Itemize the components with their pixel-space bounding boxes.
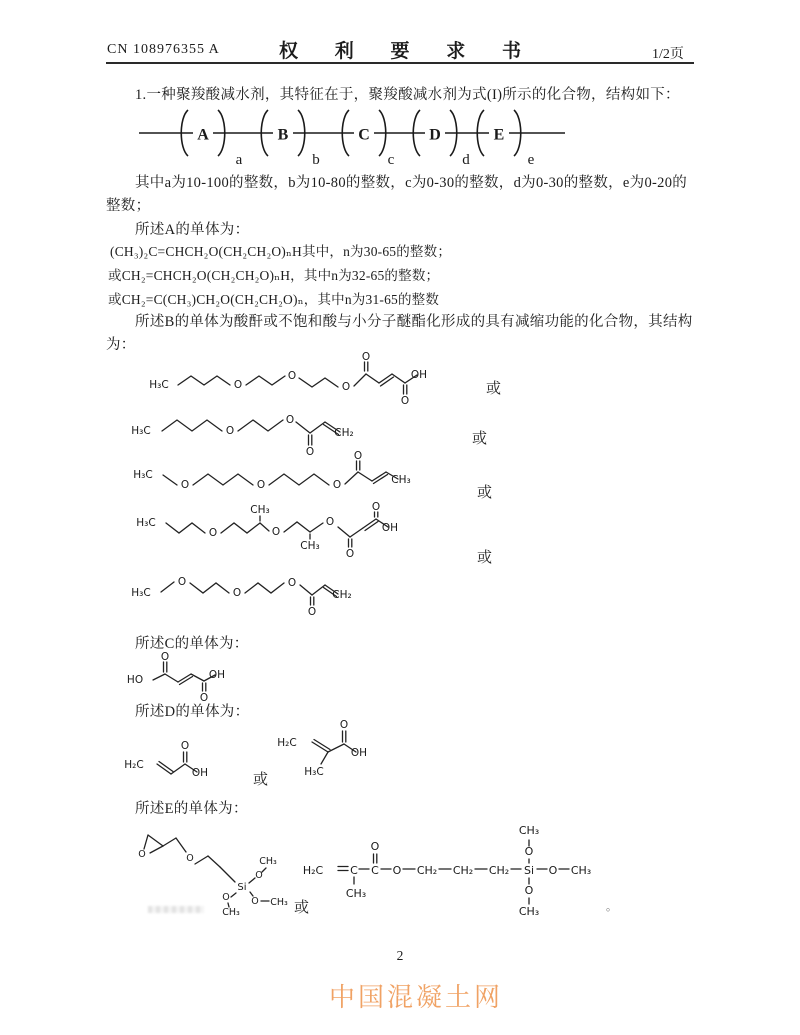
atom: Si xyxy=(523,864,535,877)
svg-text:E: E xyxy=(493,126,505,144)
atom: CH₃ xyxy=(518,905,540,918)
bonds xyxy=(144,835,269,907)
atom: O xyxy=(180,740,190,752)
atom: O xyxy=(524,845,534,858)
atom: C xyxy=(371,864,379,877)
atom: CH₂ xyxy=(488,864,510,877)
or-separator: 或 xyxy=(253,772,269,788)
atom: O xyxy=(208,527,218,539)
chem-structure-d2 xyxy=(277,716,411,782)
atom: O xyxy=(180,479,190,491)
atom: O xyxy=(307,606,317,618)
atom: O xyxy=(305,446,315,458)
atom: CH₃ xyxy=(300,540,320,552)
atom: CH₃ xyxy=(570,864,592,877)
atom: O xyxy=(222,892,230,903)
atom: OH xyxy=(208,669,226,681)
atom: CH₃ xyxy=(270,897,288,908)
polymer-backbone-formula xyxy=(133,102,573,172)
page-title: 权 利 要 求 书 xyxy=(278,41,537,62)
monomer-d-heading: 所述D的单体为： xyxy=(135,704,250,720)
svg-text:B: B xyxy=(277,126,289,144)
page-indicator: 1/2页 xyxy=(652,47,684,62)
atom: H₂C xyxy=(277,737,297,749)
atom: O xyxy=(392,864,402,877)
atom: O xyxy=(285,414,295,426)
atom: O xyxy=(199,692,209,704)
atom: O xyxy=(271,526,281,538)
monomer-c-heading: 所述C的单体为： xyxy=(135,636,249,652)
monomer-e-heading: 所述E的单体为： xyxy=(135,801,248,817)
trailing-period-mark: 。 xyxy=(606,901,617,913)
atom: CH₃ xyxy=(250,504,270,516)
atom: O xyxy=(256,479,266,491)
svg-text:d: d xyxy=(462,152,470,168)
backbone-unit-A xyxy=(181,110,242,168)
chem-structure-b3 xyxy=(133,450,447,500)
atom: H₃C xyxy=(149,379,169,391)
header-rule xyxy=(106,62,694,64)
atom: O xyxy=(138,849,146,860)
or-separator: 或 xyxy=(472,431,488,447)
atom: CH₃ xyxy=(259,856,277,867)
atom: O xyxy=(160,651,170,663)
atom: O xyxy=(177,576,187,588)
bonds xyxy=(178,362,417,394)
backbone-unit-B xyxy=(261,110,320,168)
svg-text:e: e xyxy=(527,152,535,168)
bonds xyxy=(161,582,338,605)
bonds xyxy=(163,461,398,485)
svg-text:c: c xyxy=(387,152,395,168)
monomer-b-heading: 所述B的单体为酸酐或不饱和酸与小分子醚酯化形成的具有减缩功能的化合物，其结构为： xyxy=(106,314,693,353)
or-separator: 或 xyxy=(477,550,493,566)
atom: H₃C xyxy=(304,766,324,778)
bonds xyxy=(162,420,340,445)
atom: O xyxy=(361,351,371,363)
or-separator: 或 xyxy=(294,900,310,916)
atom: O xyxy=(287,370,297,382)
atom: CH₂ xyxy=(452,864,474,877)
atom: OH xyxy=(350,747,368,759)
atom: O xyxy=(233,379,243,391)
atom: CH₃ xyxy=(222,907,240,918)
atom: H₃C xyxy=(131,425,151,437)
svg-text:b: b xyxy=(312,152,320,168)
atom: O xyxy=(548,864,558,877)
monomer-a-heading: 所述A的单体为： xyxy=(135,222,250,238)
bonds xyxy=(312,731,356,764)
atom: C xyxy=(350,864,358,877)
or-separator: 或 xyxy=(486,381,502,397)
chem-structure-e2 xyxy=(302,818,618,920)
svg-text:D: D xyxy=(429,126,441,144)
atom: OH xyxy=(410,369,428,381)
backbone-unit-E xyxy=(477,110,534,168)
atom: OH xyxy=(381,522,399,534)
monomer-a-formula-1: (CH₃)₂C=CHCH₂O(CH₂CH₂O)ₙH其中，n为30-65的整数； xyxy=(110,244,452,259)
atom: Si xyxy=(237,882,247,893)
watermark-china-concrete-net: 中国混凝土网 xyxy=(329,983,504,1013)
svg-text:A: A xyxy=(197,126,209,144)
atom: CH₃ xyxy=(345,887,367,900)
atom: O xyxy=(345,548,355,560)
scan-smudge xyxy=(148,906,204,913)
atom: O xyxy=(341,381,351,393)
atom: O xyxy=(371,501,381,513)
atom: O xyxy=(339,719,349,731)
atom: CH₂ xyxy=(416,864,438,877)
atom: HO xyxy=(126,674,144,686)
atom: O xyxy=(353,450,363,462)
atom: O xyxy=(186,853,194,864)
svg-text:a: a xyxy=(235,152,243,168)
atom: H₂C xyxy=(124,759,144,771)
monomer-a-formula-3: 或CH₂=C(CH₃)CH₂O(CH₂CH₂O)ₙ，其中n为31-65的整数 xyxy=(108,292,440,307)
document-number: CN 108976355 A xyxy=(107,42,220,57)
atom: CH₃ xyxy=(391,474,411,486)
atom: O xyxy=(400,395,410,407)
backbone-unit-C xyxy=(342,110,394,168)
claim-intro: 1.一种聚羧酸减水剂，其特征在于，聚羧酸减水剂为式(I)所示的化合物，结构如下： xyxy=(135,87,680,103)
chem-structure-b2 xyxy=(131,394,402,458)
atom: CH₂ xyxy=(334,427,354,439)
svg-text:C: C xyxy=(358,126,370,144)
atom: CH₃ xyxy=(518,824,540,837)
atom: O xyxy=(232,587,242,599)
chem-structure-c xyxy=(126,650,283,704)
monomer-a-formula-2: 或CH₂=CHCH₂O(CH₂CH₂O)ₙH，其中n为32-65的整数； xyxy=(108,268,440,283)
subscript-ranges: 其中a为10-100的整数，b为10-80的整数，c为0-30的整数，d为0-30的整数，e为0-20的整数； xyxy=(106,175,688,214)
atom: H₃C xyxy=(136,517,156,529)
atom: O xyxy=(325,516,335,528)
chem-structure-b4 xyxy=(136,501,440,562)
atom: O xyxy=(251,896,259,907)
atom: O xyxy=(332,479,342,491)
atom: H₂C xyxy=(302,864,324,877)
atom: O xyxy=(524,884,534,897)
atom: H₃C xyxy=(131,587,151,599)
atom: O xyxy=(255,870,263,881)
footer-page-number: 2 xyxy=(396,948,404,963)
chem-structure-d1 xyxy=(124,734,253,790)
backbone-unit-D xyxy=(413,110,470,168)
bonds xyxy=(153,662,215,691)
atom: OH xyxy=(191,767,209,779)
chem-structure-b5 xyxy=(131,566,410,620)
atom: O xyxy=(370,840,380,853)
or-separator: 或 xyxy=(477,485,493,501)
atom: O xyxy=(225,425,235,437)
atom: CH₂ xyxy=(332,589,352,601)
atom: O xyxy=(287,577,297,589)
atom: H₃C xyxy=(133,469,153,481)
